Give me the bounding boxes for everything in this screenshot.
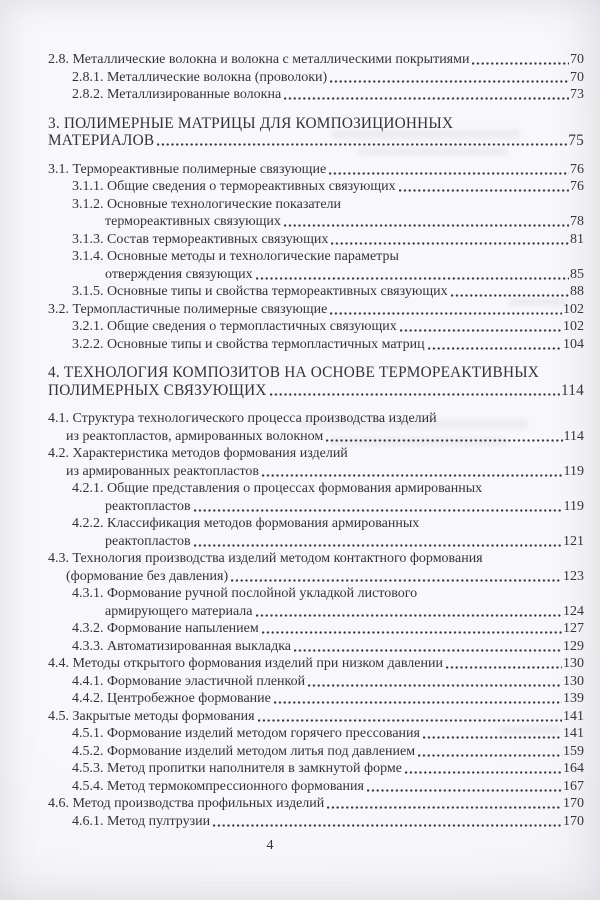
toc-entry-text: 4. ТЕХНОЛОГИЯ КОМПОЗИТОВ НА ОСНОВЕ ТЕРМОРЕАКТИВНЫХ <box>48 364 539 381</box>
toc-entry-text: 4.1. Структура технологического процесса производства изделий <box>48 411 437 426</box>
toc-entry-text: реактопластов <box>105 533 191 549</box>
dot-leader <box>326 439 562 442</box>
dot-leader <box>284 224 569 227</box>
toc-page-number: 127 <box>563 621 584 636</box>
dot-leader <box>451 294 569 297</box>
toc-entry-text: реактопластов <box>105 498 191 514</box>
toc-entry-line <box>48 132 584 150</box>
dot-leader <box>194 544 562 547</box>
toc-entry-line <box>48 231 584 249</box>
toc-entry-line <box>48 813 584 831</box>
toc-entry-text: (формование без давления) <box>66 568 229 584</box>
toc-entry-text: из армированных реактопластов <box>66 463 260 479</box>
toc-entry-line <box>48 743 584 761</box>
toc-entry-text: 3.1.5. Основные типы и свойства термореактивных связующих <box>72 284 448 299</box>
dot-leader <box>308 684 562 687</box>
toc-entry-line <box>48 655 584 673</box>
toc-page-number: 76 <box>570 179 584 194</box>
dot-leader <box>405 771 562 774</box>
toc-entry-line <box>48 568 584 586</box>
toc-entry-line <box>48 301 584 319</box>
dot-leader <box>367 789 562 792</box>
toc-entry-text: МАТЕРИАЛОВ <box>48 132 155 149</box>
toc-entry-text: 4.5.1. Формование изделий методом горячего прессования <box>72 726 420 741</box>
toc-entry-line <box>48 515 584 533</box>
toc-page-number: 73 <box>570 87 584 102</box>
toc-page-number: 170 <box>563 813 584 829</box>
toc-entry-line <box>48 585 584 603</box>
toc-entry-text: 4.4.1. Формование эластичной пленкой <box>72 673 306 689</box>
dot-leader <box>330 80 569 83</box>
toc-page-number: 104 <box>563 336 584 352</box>
toc-page-number: 159 <box>563 743 584 759</box>
toc-entry-text: из реактопластов, армированных волокном <box>66 428 324 444</box>
toc-page-number: 141 <box>563 726 584 741</box>
toc-entry-line <box>48 708 584 726</box>
toc-entry-line <box>48 533 584 551</box>
toc-page-number: 70 <box>570 69 584 85</box>
toc-page-number: 81 <box>570 231 584 247</box>
dot-leader <box>256 614 563 617</box>
toc-entry-text: 4.2.1. Общие представления о процессах формования армированных <box>72 481 483 496</box>
toc-entry-line <box>48 86 584 104</box>
footer-page-number: 4 <box>266 838 274 853</box>
toc-entry-line <box>48 620 584 638</box>
toc-page-number: 170 <box>563 796 584 811</box>
toc-entry-text: 4.3. Технология производства изделий методом контактного формования <box>48 551 483 566</box>
toc-entry-text: 4.5.4. Метод термокомпрессионного формования <box>72 778 364 794</box>
dot-leader <box>157 143 567 146</box>
dot-leader <box>256 277 569 280</box>
toc-entry-line <box>48 428 584 446</box>
toc-entry-line <box>48 178 584 196</box>
toc-page-number: 141 <box>563 708 584 724</box>
dot-leader <box>327 806 562 809</box>
toc-entry-text: 3.1.4. Основные методы и технологические параметры <box>72 249 399 264</box>
toc-entry-line <box>48 410 584 428</box>
toc-entry-text: 2.8.1. Металлические волокна (проволоки) <box>72 69 328 85</box>
toc-page-number: 121 <box>563 533 584 549</box>
toc-entry-text: 3.2. Термопластичные полимерные связующие <box>48 301 328 317</box>
toc-entry-line <box>48 550 584 568</box>
toc-page-number: 164 <box>563 761 584 776</box>
dot-leader <box>399 189 569 192</box>
toc-entry-text: 3.1.1. Общие сведения о термореактивных связующих <box>72 179 396 194</box>
toc-entry-line <box>48 673 584 691</box>
dot-leader <box>446 666 562 669</box>
toc-entry-line <box>48 480 584 498</box>
toc-entry-text: 3.2.1. Общие сведения о термопластичных связующих <box>72 319 397 334</box>
toc-entry-line <box>48 463 584 481</box>
dot-leader <box>284 97 569 100</box>
dot-leader <box>194 509 563 512</box>
toc-page-number: 70 <box>570 52 584 67</box>
dot-leader <box>423 736 562 739</box>
toc-entry-text: отверждения связующих <box>105 266 253 282</box>
toc-entry-text: 3.1.3. Состав термореактивных связующих <box>72 231 329 247</box>
toc-entry-text: 4.6. Метод производства профильных изделий <box>48 796 325 811</box>
toc-page-number: 88 <box>570 284 584 299</box>
dot-leader <box>262 474 563 477</box>
toc-entry-line <box>48 638 584 656</box>
toc-entry-line <box>48 318 584 336</box>
dot-leader <box>331 242 569 245</box>
dot-leader <box>330 312 562 315</box>
toc-entry-line <box>48 690 584 708</box>
dot-leader <box>262 631 562 634</box>
toc-page-number: 167 <box>563 778 584 794</box>
toc-entry-line <box>48 248 584 266</box>
toc-entry-line <box>48 115 584 133</box>
toc-entry-text: 2.8.2. Металлизированные волокна <box>72 87 282 102</box>
toc-entry-line <box>48 69 584 87</box>
dot-leader <box>400 329 562 332</box>
toc-entry-line <box>48 760 584 778</box>
toc-entry-text: 4.5.2. Формование изделий методом литья под давлением <box>72 743 416 759</box>
toc-page-number: 102 <box>563 319 584 334</box>
toc-page-number: 119 <box>563 463 584 479</box>
dot-leader <box>258 719 562 722</box>
toc-entry-text: 4.3.2. Формование напылением <box>72 621 259 636</box>
toc-page-number: 85 <box>570 266 584 282</box>
toc-entry-line <box>48 725 584 743</box>
toc-entry-line <box>48 51 584 69</box>
toc-entry-line <box>48 196 584 214</box>
toc-list <box>48 51 584 830</box>
toc-entry-line <box>48 266 584 284</box>
dot-leader <box>428 347 562 350</box>
toc-page-number: 114 <box>563 428 584 444</box>
toc-entry-text: 4.5. Закрытые методы формования <box>48 708 255 724</box>
toc-entry-text: 4.5.3. Метод пропитки наполнителя в замкнутой форме <box>72 761 402 776</box>
toc-entry-text: 4.3.1. Формование ручной послойной укладкой листового <box>72 586 418 601</box>
toc-page-number: 114 <box>561 381 584 399</box>
toc-entry-line <box>48 283 584 301</box>
dot-leader <box>270 393 560 396</box>
toc-entry-text: 2.8. Металлические волокна и волокна с металлическими покрытиями <box>48 52 470 67</box>
dot-leader <box>294 649 562 652</box>
toc-entry-text: 4.4.2. Центробежное формование <box>72 691 271 706</box>
toc-page-number: 78 <box>570 214 584 229</box>
dot-leader <box>418 754 562 757</box>
toc-page-number: 123 <box>563 568 584 584</box>
toc-page-number: 75 <box>568 132 584 149</box>
toc-entry-line <box>48 445 584 463</box>
toc-entry-line <box>48 213 584 231</box>
toc-entry-text: 3.2.2. Основные типы и свойства термопластичных матриц <box>72 336 425 352</box>
toc-page-number: 130 <box>563 673 584 689</box>
toc-entry-line <box>48 161 584 179</box>
toc-page-number: 119 <box>563 498 584 514</box>
toc-entry-text: 3.1.2. Основные технологические показатели <box>72 196 342 212</box>
toc-entry-line <box>48 498 584 516</box>
dot-leader <box>231 579 562 582</box>
toc-page-number: 102 <box>563 301 584 317</box>
toc-entry-line <box>48 364 584 382</box>
toc-entry-line <box>48 603 584 621</box>
dot-leader <box>329 172 569 175</box>
toc-page-number: 130 <box>563 656 584 671</box>
toc-entry-text: 4.4. Методы открытого формования изделий при низком давлении <box>48 656 443 671</box>
toc-entry-text: ПОЛИМЕРНЫХ СВЯЗУЮЩИХ <box>48 381 267 399</box>
toc-entry-text: термореактивных связующих <box>105 214 281 229</box>
toc-entry-line <box>48 795 584 813</box>
toc-entry-text: 4.2. Характеристика методов формования изделий <box>48 446 348 461</box>
toc-page-number: 129 <box>563 638 584 654</box>
dot-leader <box>472 62 569 65</box>
toc-page-number: 139 <box>563 691 584 706</box>
page-footer <box>0 837 540 855</box>
toc-entry-text: 4.6.1. Метод пултрузии <box>72 813 211 829</box>
toc-page-number: 124 <box>563 603 584 619</box>
dot-leader <box>213 824 562 827</box>
toc-entry-text: 3.1. Термореактивные полимерные связующие <box>48 161 327 177</box>
toc-entry-line <box>48 778 584 796</box>
toc-entry-text: 4.2.2. Классификация методов формования армированных <box>72 516 420 531</box>
toc-page-number: 76 <box>570 161 584 177</box>
dot-leader <box>274 701 562 704</box>
toc-entry-text: 3. ПОЛИМЕРНЫЕ МАТРИЦЫ ДЛЯ КОМПОЗИЦИОННЫХ <box>48 114 454 132</box>
toc-entry-line <box>48 336 584 354</box>
toc-entry-text: 4.3.3. Автоматизированная выкладка <box>72 638 292 654</box>
toc-entry-line <box>48 382 584 400</box>
toc-entry-text: армирующего материала <box>105 603 253 619</box>
